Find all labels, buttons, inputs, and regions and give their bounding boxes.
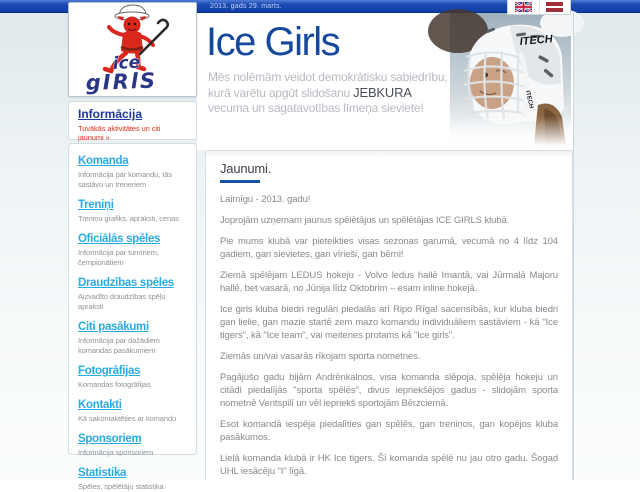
tagline-highlight: JEBKURA xyxy=(353,85,412,100)
news-paragraph: Pagājušo gadu bijām Andrēnkalnos, visa komanda slēpoja, spēlēja hokeju un citādi piedalījās "sporta spēlēs", divus iepriekšējos gadus - slidojām sporta nometnē Ventspilī un vēl iepriekš sportojām Bērzciemā. xyxy=(220,372,558,409)
logo-line2-text: gIRlS xyxy=(85,68,158,95)
svg-text:ITECH: ITECH xyxy=(519,33,554,48)
latvia-flag-icon xyxy=(546,2,563,12)
info-activities-link[interactable]: Tuvākās aktivitātes un citi jaunumi » xyxy=(78,124,161,142)
site-tagline xyxy=(208,70,448,116)
sidebar-link-citi-pasakumi[interactable]: Citi pasākumi xyxy=(78,321,149,333)
sidebar-desc-fotografijas: Komandas fotogrāfijas xyxy=(78,380,151,389)
sidebar-link-draudzibas-speles[interactable]: Draudzības spēles xyxy=(78,277,174,289)
news-paragraph: Pie mums klubā var pieteikties visas sezonas garumā, vecumā no 4 līdz 104 gadiem, gan sievietes, gan vīrieši, gan bērni! xyxy=(220,236,558,260)
sidebar-desc-citi-pasakumi: Informācija par dažādiem komandas pasākumiem xyxy=(78,336,160,355)
news-paragraph: Ziemā spēlējam LEDUS hokeju - Volvo ledus hallē Imantā, vai Jūrmalā Majoru hallē, bet vasarā, no Jūnija līdz Oktobrim – esam inline hokejā. xyxy=(220,270,558,294)
sidebar-item-statistika xyxy=(78,463,187,492)
heading-accent-rule xyxy=(220,180,260,183)
sidebar-item-informacija[interactable]: Informācija xyxy=(78,107,143,121)
news-paragraph: Esot komandā iespēja piedalīties gan spēlēs, gan treniņos, gan kopējos kluba pasākumos. xyxy=(220,419,558,443)
content-right-divider xyxy=(573,13,574,480)
hero-photo xyxy=(450,13,571,146)
mascot-logo-image xyxy=(69,3,196,96)
sidebar-info-section xyxy=(68,101,197,140)
sidebar-item-oficialas-speles xyxy=(78,229,187,268)
uk-flag-icon xyxy=(515,2,532,12)
sidebar-item-fotografijas xyxy=(78,361,187,390)
sidebar-link-sponsoriem[interactable]: Sponsoriem xyxy=(78,433,142,445)
site-title: Ice Girls xyxy=(206,20,340,64)
sidebar-desc-komanda: Informācija par komandu, tās sastāvu un treneriem xyxy=(78,170,172,189)
sidebar-desc-sponsoriem: Informācija sponsoriem xyxy=(78,448,154,457)
tagline-line2: kurā varētu apgūt slidošanu xyxy=(208,86,354,100)
sidebar-item-trenini xyxy=(78,195,187,224)
logo-line1-text: ice xyxy=(112,52,141,74)
news-paragraph: Ice girls kluba biedri regulāri piedalās arī Ripo Rīga! sacensībās, kur kluba biedri gan lielie, gan mazie startē zem mazo komandu individuāliem sastāviem - kā "Ice tigers", kā "Ice team", vai meitenes protams kā "Ice girls". xyxy=(220,304,558,341)
sidebar-item-sponsoriem xyxy=(78,429,187,458)
news-paragraph: Ziemās un/vai vasarās rīkojam sporta nometnes. xyxy=(220,351,421,362)
sidebar-desc-kontakti: Kā sakontaktēties ar komandu xyxy=(78,414,177,423)
sidebar-item-komanda xyxy=(78,151,187,190)
tagline-line3: vecuma un sagatavotības līmeņa sieviete! xyxy=(208,101,424,115)
sidebar-link-kontakti[interactable]: Kontakti xyxy=(78,399,122,411)
sidebar-item-citi-pasakumi xyxy=(78,317,187,356)
news-heading: Jaunumi. xyxy=(220,161,272,176)
sidebar-desc-statistika: Spēles, spēlētāju statistika xyxy=(78,482,164,491)
language-en-button[interactable] xyxy=(508,0,539,14)
sidebar-link-fotografijas[interactable]: Fotogrāfijas xyxy=(78,365,141,377)
svg-text:ITECH: ITECH xyxy=(524,90,534,110)
sidebar-desc-oficialas-speles: Informācija par turnīriem, čempionātiem xyxy=(78,248,159,267)
news-paragraph: Lielā komanda klubā ir HK Ice tigers. Šī komanda spēlē nu jau otro gadu. Šogad UHL iesācēju "I" līgā. xyxy=(220,453,558,477)
tagline-line1: Mēs nolēmām veidot demokrātisku sabiedrību, xyxy=(208,70,448,84)
current-date: 2013. gads 29. marts. xyxy=(210,3,282,10)
sidebar-nav xyxy=(68,143,197,491)
sidebar-item-draudzibas-speles xyxy=(78,273,187,312)
news-article xyxy=(205,150,573,480)
club-logo[interactable] xyxy=(68,2,197,97)
language-lv-button[interactable] xyxy=(539,0,571,14)
news-paragraph: Laimīgu - 2013. gadu! xyxy=(220,194,311,205)
language-switcher xyxy=(507,0,571,15)
sidebar-link-oficialas-speles[interactable]: Oficiālās spēles xyxy=(78,233,161,245)
sidebar-desc-draudzibas-speles: Aizvadīto draudzības spēļu apraksti xyxy=(78,292,166,311)
sidebar-desc-trenini: Treniņu grafiks, apraksti, cenas xyxy=(78,214,179,223)
sidebar-link-trenini[interactable]: Treniņi xyxy=(78,199,114,211)
news-paragraph: Joprojām uzņemam jaunus spēlētājus un spēlētājas ICE GIRLS klubā. xyxy=(220,215,510,226)
sidebar-link-komanda[interactable]: Komanda xyxy=(78,155,129,167)
sidebar-item-kontakti xyxy=(78,395,187,424)
sidebar-link-statistika[interactable]: Statistika xyxy=(78,467,127,479)
